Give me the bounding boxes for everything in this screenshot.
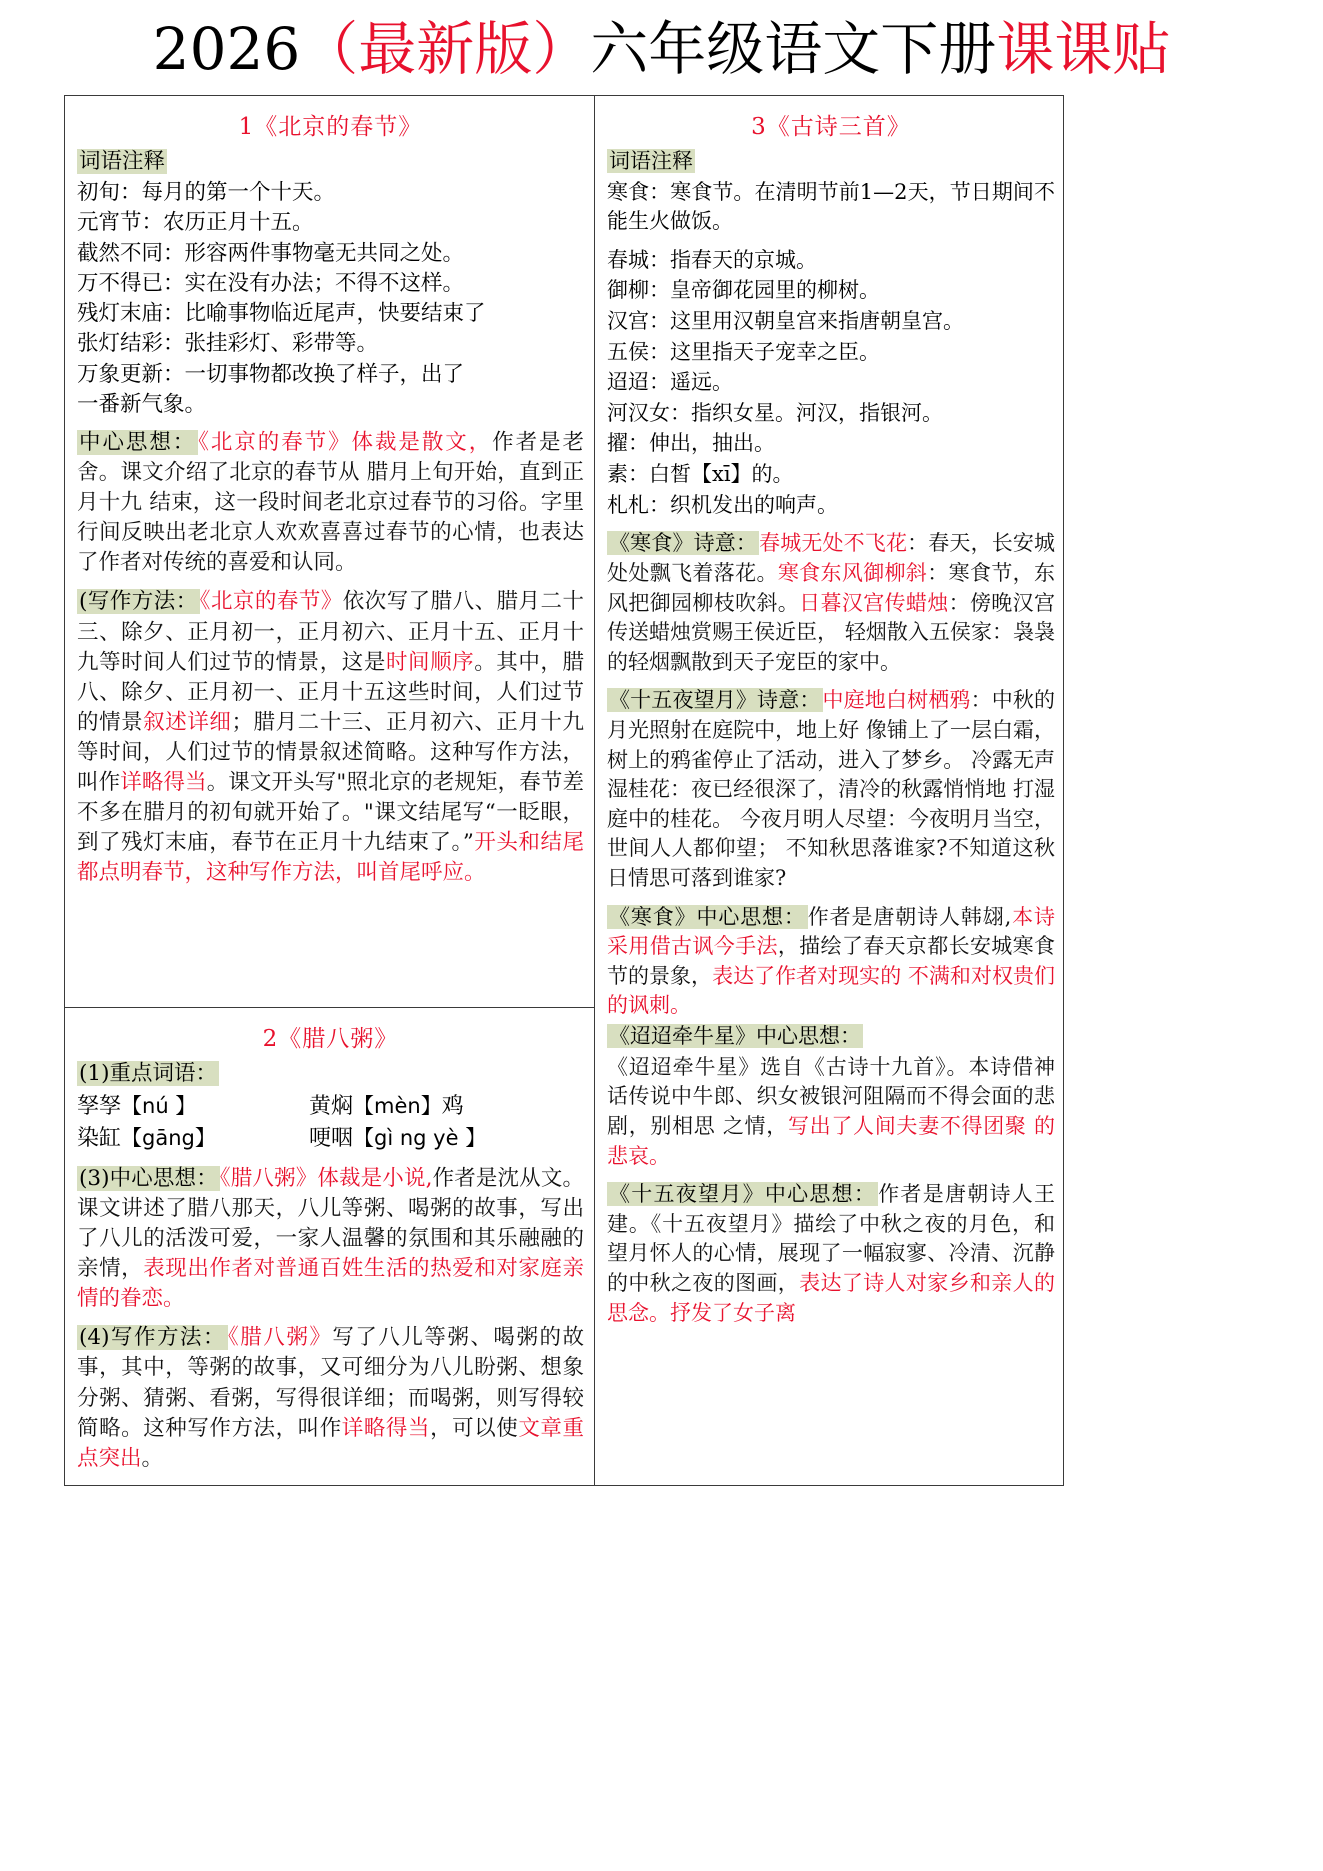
title-edition: （最新版） bbox=[300, 15, 591, 83]
wangyue-theme-label: 《十五夜望月》中心思想： bbox=[609, 1182, 877, 1207]
poem-black-text: ：寒食节，东风把御园柳枝吹斜。 bbox=[607, 560, 1056, 615]
content-frame bbox=[64, 95, 1064, 1486]
theme-red-text: 表达了诗人对家乡和亲人的思念。抒发了女子离 bbox=[607, 1270, 1056, 1325]
vocab-line: 迢迢：遥远。 bbox=[607, 370, 733, 395]
theme-red-text: 《腊八粥》体裁是小说, bbox=[219, 1165, 433, 1191]
poem-black-text: ：傍晚汉宫传送蜡烛赏赐王侯近臣， 轻烟散入五侯家：袅袅的轻烟飘散到天子宠臣的家中。 bbox=[607, 590, 1056, 674]
keyword-item bbox=[309, 1123, 584, 1155]
method-black-text: 。 bbox=[141, 1445, 164, 1471]
hanshi-theme bbox=[607, 903, 1055, 1021]
keyword-item bbox=[77, 1091, 309, 1123]
theme-black-text: 《迢迢牵牛星》选自《古诗十九首》。本诗借神话传说中牛郎、织女被银河阻隔而不得会面的悲剧，别相思 之情， bbox=[607, 1054, 1055, 1138]
lesson-2-theme bbox=[77, 1164, 584, 1314]
keyword-pinyin: 【gāng】 bbox=[121, 1125, 216, 1150]
method-black-text: 依次写了腊八、腊月二十三、除夕、正月初一，正月初六、正月十五、正月十九等时间人们过节的情景，这是 bbox=[77, 589, 584, 675]
theme-black-text: 作者是老舍。课文介绍了北京的春节从 腊月上旬开始，直到正月十九 结束，这一段时间老北京过春节的习俗。字里行间反映出老北京人欢欢喜喜过春节的心情，也表达了作者对传统的喜爱和认同。 bbox=[77, 429, 584, 576]
tiaotiao-theme-label: 《迢迢牵牛星》中心思想： bbox=[609, 1024, 861, 1049]
theme-red-text: 表现出作者对普通百姓生活的热爱和对家庭亲情的眷恋。 bbox=[77, 1256, 584, 1312]
lesson-1-method bbox=[77, 587, 584, 888]
title-year: 2026 bbox=[152, 15, 301, 83]
theme-black-text: 作者是唐朝诗人韩翃, bbox=[807, 904, 1012, 929]
poem-black-text: ：中秋的月光照射在庭院中，地上好 像铺上了一层白霜，树上的鸦雀停止了活动，进入了梦乡。 冷露无声湿桂花：夜已经很深了，清冷的秋露悄悄地 打湿庭中的桂花。 今夜月明人尽望：今夜明月当空，世间人人都仰望； 不知秋思落谁家?不知道这秋日情思可落到谁家? bbox=[607, 688, 1056, 891]
poem-red-text: 日暮汉宫传蜡烛 bbox=[799, 590, 949, 615]
poem-black-text: ：春天，长安城处处飘飞着落花。 bbox=[607, 531, 1056, 585]
vocab-line: 万象更新：一切事物都改换了样子，出了 bbox=[77, 361, 465, 387]
vocab-line: 御柳：皇帝御花园里的柳树。 bbox=[607, 278, 880, 303]
method-red-text: 详略得当 bbox=[120, 770, 207, 795]
keyword-item bbox=[77, 1123, 309, 1155]
theme-black-text: 作者是沈从文。课文讲述了腊八那天，八儿等粥、喝粥的故事，写出了八儿的活泼可爱，一家人温馨的氛围和其乐融融的亲情， bbox=[77, 1165, 584, 1282]
lesson-1-heading: 1《北京的春节》 bbox=[238, 114, 423, 140]
keyword-word: 哽咽 bbox=[309, 1125, 354, 1151]
vocab-line: 元宵节：农历正月十五。 bbox=[77, 210, 314, 236]
vocab-line: 河汉女：指织女星。河汉，指银河。 bbox=[607, 400, 943, 425]
lesson-2-method bbox=[77, 1323, 584, 1473]
vocab-label: 词语注释 bbox=[609, 149, 693, 173]
lesson-2-cell bbox=[65, 1008, 594, 1485]
theme-red-text: 表达了作者对现实的 不满和对权贵们的讽刺。 bbox=[607, 963, 1055, 1018]
keyword-word: 孥孥 bbox=[77, 1094, 122, 1120]
tiaotiao-theme-label-row bbox=[607, 1022, 1055, 1052]
lesson-1-theme bbox=[77, 428, 584, 578]
lesson-1-cell bbox=[65, 96, 594, 1008]
vocab-line: 万不得已：实在没有办法；不得不这样。 bbox=[77, 270, 465, 296]
theme-red-text: 本诗采用借古讽今手法 bbox=[607, 904, 1055, 959]
left-column bbox=[64, 95, 595, 1486]
method-red-text: 时间顺序 bbox=[385, 649, 475, 675]
vocab-line: 张灯结彩：张挂彩灯、彩带等。 bbox=[77, 331, 379, 357]
keyword-pinyin: 【mèn】 bbox=[353, 1094, 442, 1119]
theme-red-text: 《北京的春节》体裁是散文， bbox=[198, 429, 493, 455]
method-red-text: 《腊八粥》 bbox=[228, 1325, 333, 1351]
lesson-3-heading: 3《古诗三首》 bbox=[751, 114, 911, 140]
keyword-word: 染缸 bbox=[77, 1125, 122, 1151]
method-label: (写作方法： bbox=[79, 589, 198, 615]
keyword-grid bbox=[77, 1091, 584, 1155]
wangyue-theme bbox=[607, 1180, 1055, 1328]
vocab-line: 五侯：这里指天子宠幸之臣。 bbox=[607, 339, 880, 364]
keywords-label: (1)重点词语： bbox=[79, 1061, 217, 1086]
method-red-text: 《北京的春节》 bbox=[199, 589, 343, 615]
theme-red-text: 写出了人间夫妻不得团聚 的悲哀。 bbox=[607, 1113, 1055, 1168]
hanshi-poem-label: 《寒食》诗意： bbox=[609, 531, 758, 556]
right-column bbox=[595, 95, 1064, 1486]
vocab-block: 寒食：寒食节。在清明节前1—2天，节日期间不能生火做饭。 bbox=[607, 179, 1055, 234]
vocab-line: 残灯末庙：比喻事物临近尾声，快要结束了 bbox=[77, 301, 486, 327]
theme-black-text: 作者是唐朝诗人王建。《十五夜望月》描绘了中秋之夜的月色，和望月怀人的心情，展现了一幅寂寥、冷清、沉静 的中秋之夜的图画， bbox=[607, 1182, 1056, 1295]
poem-red-text: 春城无处不飞花 bbox=[759, 531, 908, 556]
title-suffix: 课课贴 bbox=[996, 15, 1171, 83]
keyword-tail: 鸡 bbox=[441, 1094, 464, 1120]
method-red-text: 文章重点突出 bbox=[77, 1415, 584, 1471]
theme-label: (3)中心思想： bbox=[79, 1165, 218, 1191]
tiaotiao-theme bbox=[607, 1053, 1055, 1171]
vocab-label: 词语注释 bbox=[79, 149, 166, 174]
method-black-text: ，可以使 bbox=[430, 1415, 519, 1441]
page-title bbox=[0, 0, 1323, 96]
hanshi-poem-meaning bbox=[607, 529, 1055, 677]
wangyue-poem-label: 《十五夜望月》诗意： bbox=[609, 688, 821, 713]
poem-red-text: 寒食东风御柳斜 bbox=[777, 560, 928, 585]
method-black-text: 。课文开头写"照北京的老规矩，春节差不多在腊月的初旬就开始了。"课文结尾写“一眨眼，到了残灯末庙，春节在正月十九结束了。” bbox=[77, 770, 584, 856]
vocab-line: 札札：织机发出的响声。 bbox=[607, 492, 838, 517]
title-subject: 六年级语文下册 bbox=[590, 15, 997, 83]
method-red-text: 详略得当 bbox=[341, 1415, 431, 1441]
method-black-text: 写了八儿等粥、喝粥的故事，其中，等粥的故事，又可细分为八儿盼粥、想象分粥、猜粥、看粥，写得很详细；而喝粥，则写得较简略。这种写作方法，叫作 bbox=[77, 1325, 584, 1441]
hanshi-theme-label: 《寒食》中心思想： bbox=[609, 904, 806, 929]
vocab-line: 截然不同：形容两件事物毫无共同之处。 bbox=[77, 240, 465, 266]
poem-red-text: 中庭地白树栖鸦 bbox=[822, 688, 971, 713]
lesson-3-vocab-label-row bbox=[607, 147, 1055, 177]
method-label: (4)写作方法： bbox=[79, 1325, 227, 1351]
vocab-line: 初旬：每月的第一个十天。 bbox=[77, 180, 336, 206]
vocab-line: 汉宫：这里用汉朝皇宫来指唐朝皇宫。 bbox=[607, 309, 964, 334]
theme-black-text: ，描绘了春天京都长安城寒食节的景象， bbox=[607, 934, 1056, 988]
method-red-text: 开头和结尾都点明春节，这种写作方法，叫首尾呼应。 bbox=[77, 830, 584, 886]
keyword-pinyin: 【gì ng yè 】 bbox=[353, 1125, 487, 1150]
keyword-word: 黄焖 bbox=[309, 1094, 354, 1120]
lesson-2-keywords-label-row bbox=[77, 1059, 584, 1089]
lesson-1-vocab-label-row bbox=[77, 147, 584, 177]
vocab-line: 一番新气象。 bbox=[77, 391, 207, 417]
wangyue-poem-meaning bbox=[607, 686, 1055, 893]
method-red-text: 叙述详细 bbox=[143, 709, 232, 735]
method-black-text: 。其中，腊八、除夕、正月初一、正月十五这些时间，人们过节的情景 bbox=[77, 649, 584, 735]
vocab-line: 擢：伸出，抽出。 bbox=[607, 431, 775, 456]
keyword-item bbox=[309, 1091, 584, 1123]
method-black-text: ；腊月二十三、正月初六、正月十九等时间，人们过节的情景叙述简略。这种写作方法，叫作 bbox=[77, 709, 584, 795]
keyword-pinyin: 【nú 】 bbox=[121, 1094, 197, 1119]
vocab-line: 春城：指春天的京城。 bbox=[607, 247, 817, 272]
vocab-line: 素：白皙【xī】的。 bbox=[607, 462, 794, 487]
theme-label: 中心思想： bbox=[79, 429, 197, 455]
lesson-2-heading: 2《腊八粥》 bbox=[262, 1026, 399, 1052]
